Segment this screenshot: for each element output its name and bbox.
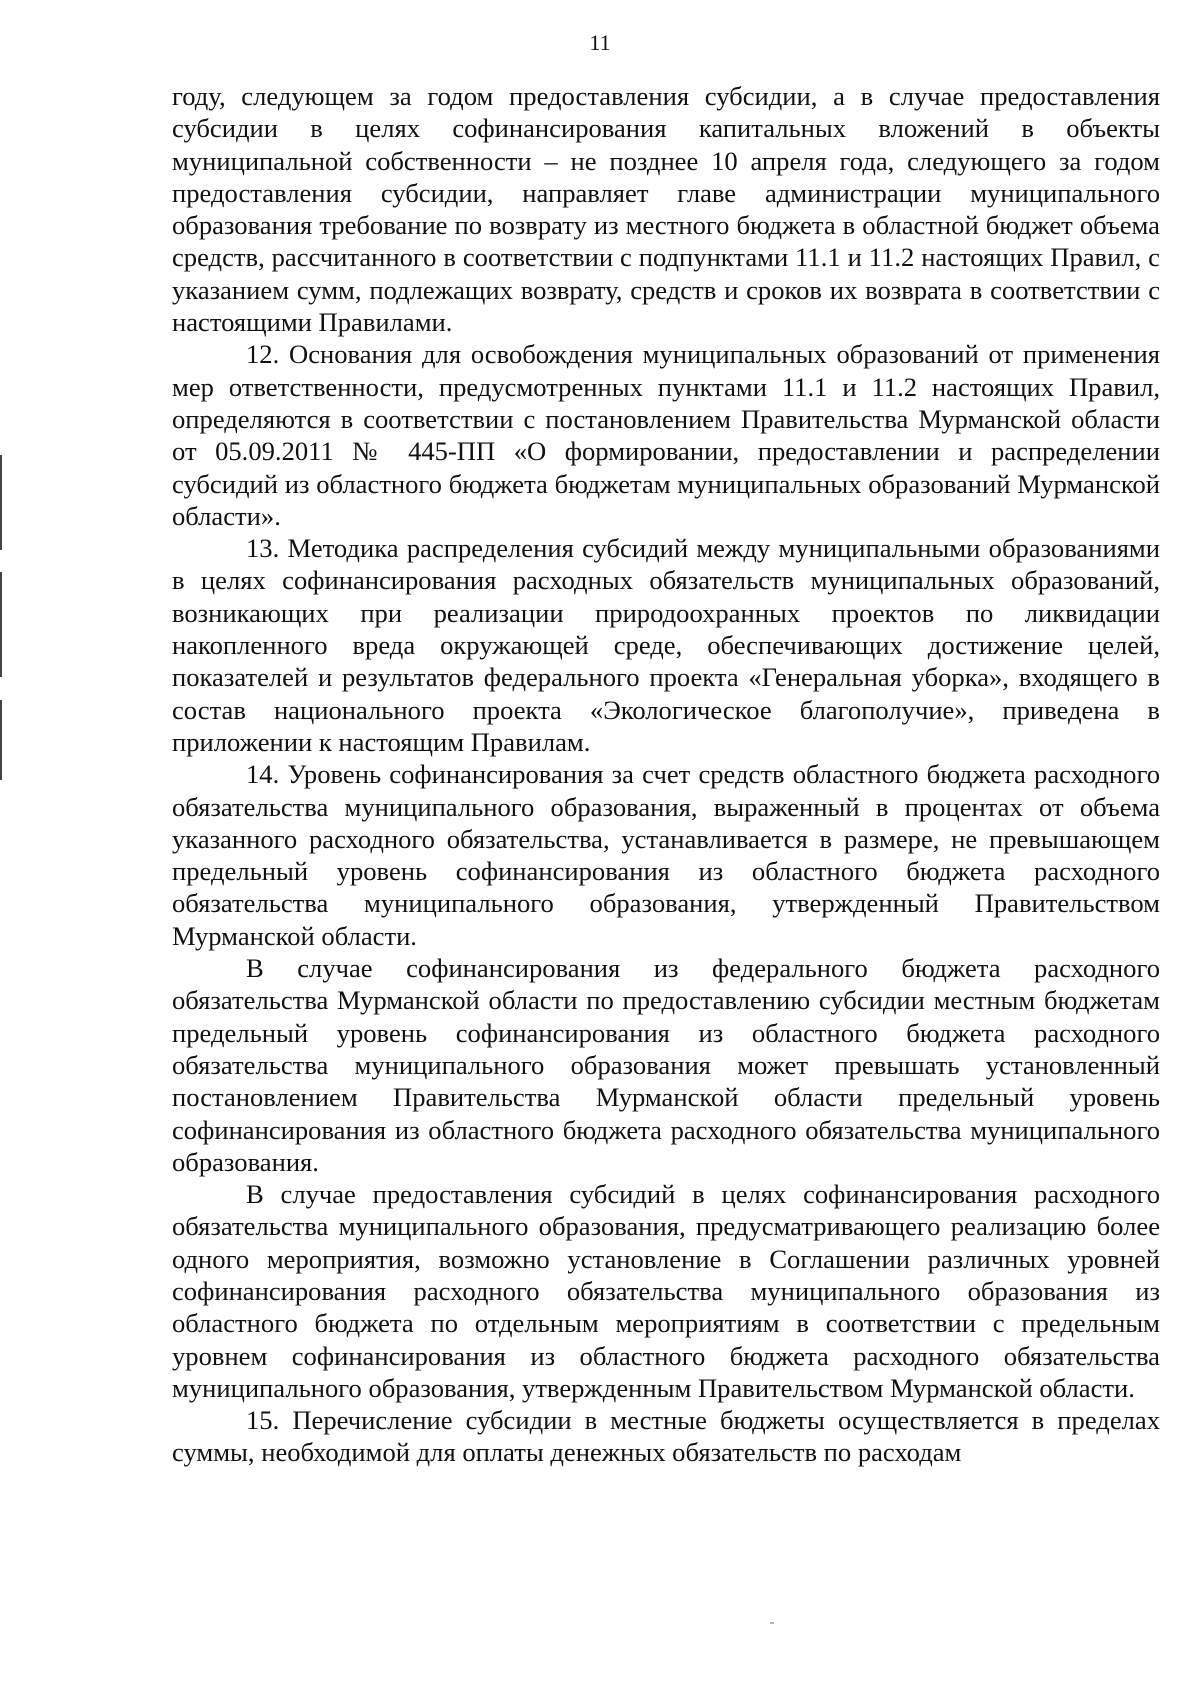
paragraph-federal-cofinancing: В случае софинансирования из федерального бюджета расходного обязательства Мурманской области по предоставлению субсидии местным бюджетам предельный уровень софинансирования из областного бюджета расходного обязательства муниципального образования может превышать установленный постановлением Правительства Мурманской области предельный уровень софинансирования из областного бюджета расходного обязательства муниципального образования. [172,953,1160,1177]
paragraph-item-14: 14. Уровень софинансирования за счет средств областного бюджета расходного обязательства муниципального образования, выраженный в процентах от объема указанного расходного обязательства, устанавливается в размере, не превышающем предельный уровень софинансирования из областного бюджета расходного обязательства муниципального образования, утвержденный Правительством Мурманской области. [172,759,1160,951]
scan-margin-mark [0,572,2,677]
paragraph-item-15: 15. Перечисление субсидии в местные бюджеты осуществляется в пределах суммы, необходимой для оплаты денежных обязательств по расходам [172,1405,1160,1468]
scan-margin-mark [0,455,2,550]
scan-artifact-dot [770,1622,774,1624]
paragraph-continuation: году, следующем за годом предоставления субсидии, а в случае предоставления субсидии в целях софинансирования капитальных вложений в объекты муниципальной собственности – не позднее 10 апреля года, следующего за годом предоставления субсидии, направляет главе администрации муниципального образования требование по возврату из местного бюджета в областной бюджет объема средств, рассчитанного в соответствии с подпунктами 11.1 и 11.2 настоящих Правил, с указанием сумм, подлежащих возврату, средств и сроков их возврата в соответствии с настоящими Правилами. [172,81,1160,338]
document-body [172,80,1160,1469]
paragraph-multiple-measures: В случае предоставления субсидий в целях софинансирования расходного обязательства муниципального образования, предусматривающего реализацию более одного мероприятия, возможно установление в Соглашении различных уровней софинансирования расходного обязательства муниципального образования из областного бюджета по отдельным мероприятиям в соответствии с предельным уровнем софинансирования из областного бюджета расходного обязательства муниципального образования, утвержденным Правительством Мурманской области. [172,1179,1160,1403]
page-number: 11 [589,30,611,55]
paragraph-item-13: 13. Методика распределения субсидий между муниципальными образованиями в целях софинансирования расходных обязательств муниципальных образований, возникающих при реализации природоохранных проектов по ликвидации накопленного вреда окружающей среде, обеспечивающих достижение целей, показателей и результатов федерального проекта «Генеральная уборка», входящего в состав национального проекта «Экологическое благополучие», приведена в приложении к настоящим Правилам. [172,533,1160,757]
scan-margin-mark [0,700,2,780]
paragraph-item-12: 12. Основания для освобождения муниципальных образований от применения мер ответственности, предусмотренных пунктами 11.1 и 11.2 настоящих Правил, определяются в соответствии с постановлением Правительства Мурманской области от 05.09.2011 № 445-ПП «О формировании, предоставлении и распределении субсидий из областного бюджета бюджетам муниципальных образований Мурманской области». [172,339,1160,531]
